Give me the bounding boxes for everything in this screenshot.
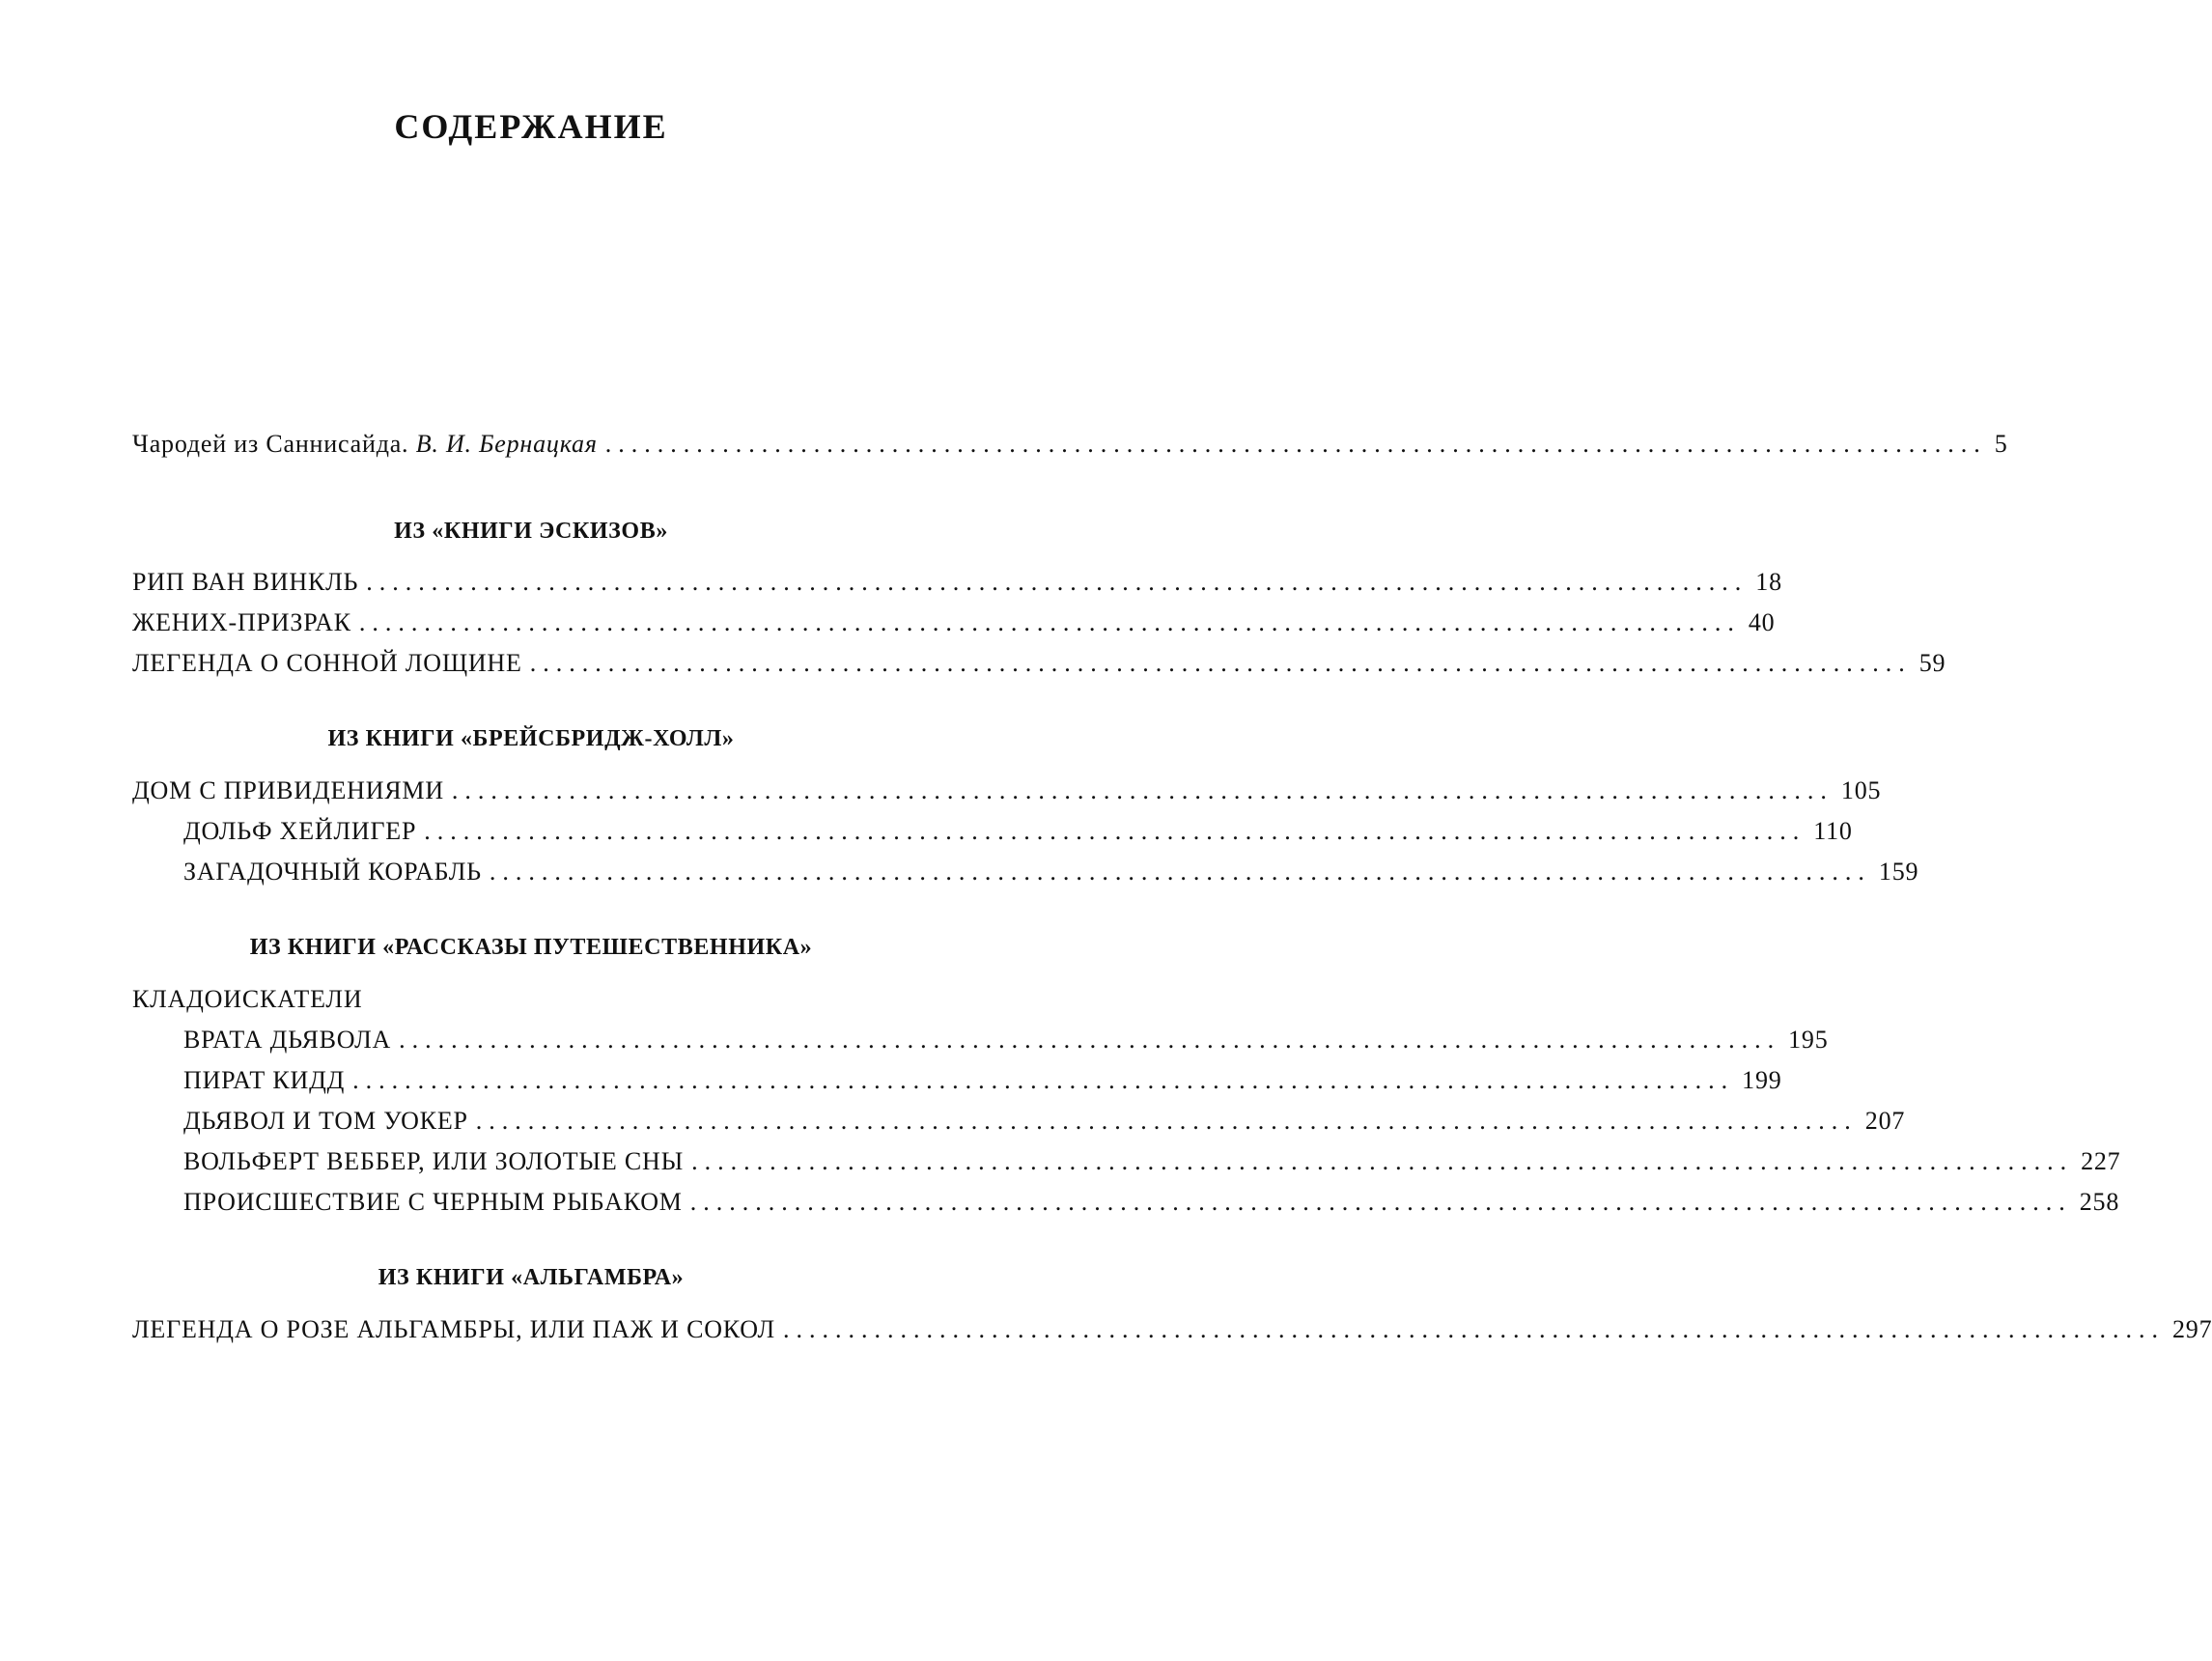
entry-page: 40 [1748,608,1776,636]
entry-label: ПРОИСШЕСТВИЕ С ЧЕРНЫМ РЫБАКОМ [183,1188,683,1216]
entry-label: ЖЕНИХ-ПРИЗРАК [132,608,351,636]
toc-entry[interactable] [183,1107,1906,1147]
leader-dots: .......................................................................................................... [451,776,1834,804]
entry-label: ЛЕГЕНДА О СОННОЙ ЛОЩИНЕ [132,649,522,677]
leader-dots: .......................................................................................................... [689,1188,2072,1216]
leader-dots: .......................................................................................................... [399,1026,1781,1054]
leader-dots: .......................................................................................................... [358,608,1741,636]
entry-label: ДОЛЬФ ХЕЙЛИГЕР [183,817,417,845]
toc-entry[interactable] [183,1026,1829,1066]
entry-label: ВРАТА ДЬЯВОЛА [183,1026,392,1054]
toc-entry[interactable] [183,1066,1782,1107]
page-title: СОДЕРЖАНИЕ [394,107,668,146]
leader-dots: .......................................................................................................... [783,1315,2165,1343]
entry-page: 159 [1878,858,1919,886]
leader-dots: .......................................................................................................... [529,649,1912,677]
entry-label: ПИРАТ КИДД [183,1066,346,1094]
group-label: КЛАДОИСКАТЕЛИ [132,985,363,1013]
section-heading-sketchbook: ИЗ «КНИГИ ЭСКИЗОВ» [394,519,668,544]
leader-dots: .......................................................................................................... [366,568,1749,596]
entry-page: 18 [1755,568,1782,596]
entry-label: ДОМ С ПРИВИДЕНИЯМИ [132,776,444,804]
toc-entry[interactable] [183,1147,2121,1188]
toc-entry[interactable] [132,568,1782,608]
leader-dots: .......................................................................................................... [604,430,1987,458]
entry-label: ЛЕГЕНДА О РОЗЕ АЛЬГАМБРЫ, ИЛИ ПАЖ И СОКОЛ [132,1315,775,1343]
entry-page: 5 [1994,430,2008,458]
entry-author: В. И. Бернацкая [415,430,598,458]
toc-entry[interactable] [132,608,1776,649]
toc-group[interactable] [132,985,932,1026]
toc-entry[interactable] [132,649,1946,690]
toc-entry[interactable] [183,817,1853,858]
entry-page: 207 [1864,1107,1906,1135]
leader-dots: .......................................................................................................... [489,858,1871,886]
entry-page: 195 [1788,1026,1829,1054]
entry-label: РИП ВАН ВИНКЛЬ [132,568,359,596]
entry-page: 110 [1813,817,1853,845]
toc-entry-intro[interactable] [132,430,2008,470]
leader-dots: .......................................................................................................... [352,1066,1735,1094]
entry-page: 199 [1742,1066,1782,1094]
entry-label: ДЬЯВОЛ И ТОМ УОКЕР [183,1107,468,1135]
toc-entry[interactable] [183,1188,2120,1228]
entry-page: 105 [1840,776,1882,804]
entry-label: Чародей из Саннисайда. В. И. Бернацкая [132,430,598,458]
entry-page: 258 [2079,1188,2120,1216]
entry-page: 297 [2172,1315,2212,1343]
toc-entry[interactable] [132,1315,2212,1356]
toc-entry[interactable] [183,858,1919,898]
section-heading-bracebridge: ИЗ КНИГИ «БРЕЙСБРИДЖ-ХОЛЛ» [327,726,735,751]
entry-page: 227 [2081,1147,2121,1175]
leader-dots: .......................................................................................................... [691,1147,2074,1175]
leader-dots: .......................................................................................................... [475,1107,1858,1135]
entry-label: ВОЛЬФЕРТ ВЕББЕР, ИЛИ ЗОЛОТЫЕ СНЫ [183,1147,685,1175]
section-heading-traveller: ИЗ КНИГИ «РАССКАЗЫ ПУТЕШЕСТВЕННИКА» [249,935,813,960]
entry-page: 59 [1918,649,1946,677]
entry-label: ЗАГАДОЧНЫЙ КОРАБЛЬ [183,858,482,886]
section-heading-alhambra: ИЗ КНИГИ «АЛЬГАМБРА» [378,1265,685,1290]
leader-dots: .......................................................................................................... [424,817,1806,845]
toc-entry[interactable] [132,776,1882,817]
